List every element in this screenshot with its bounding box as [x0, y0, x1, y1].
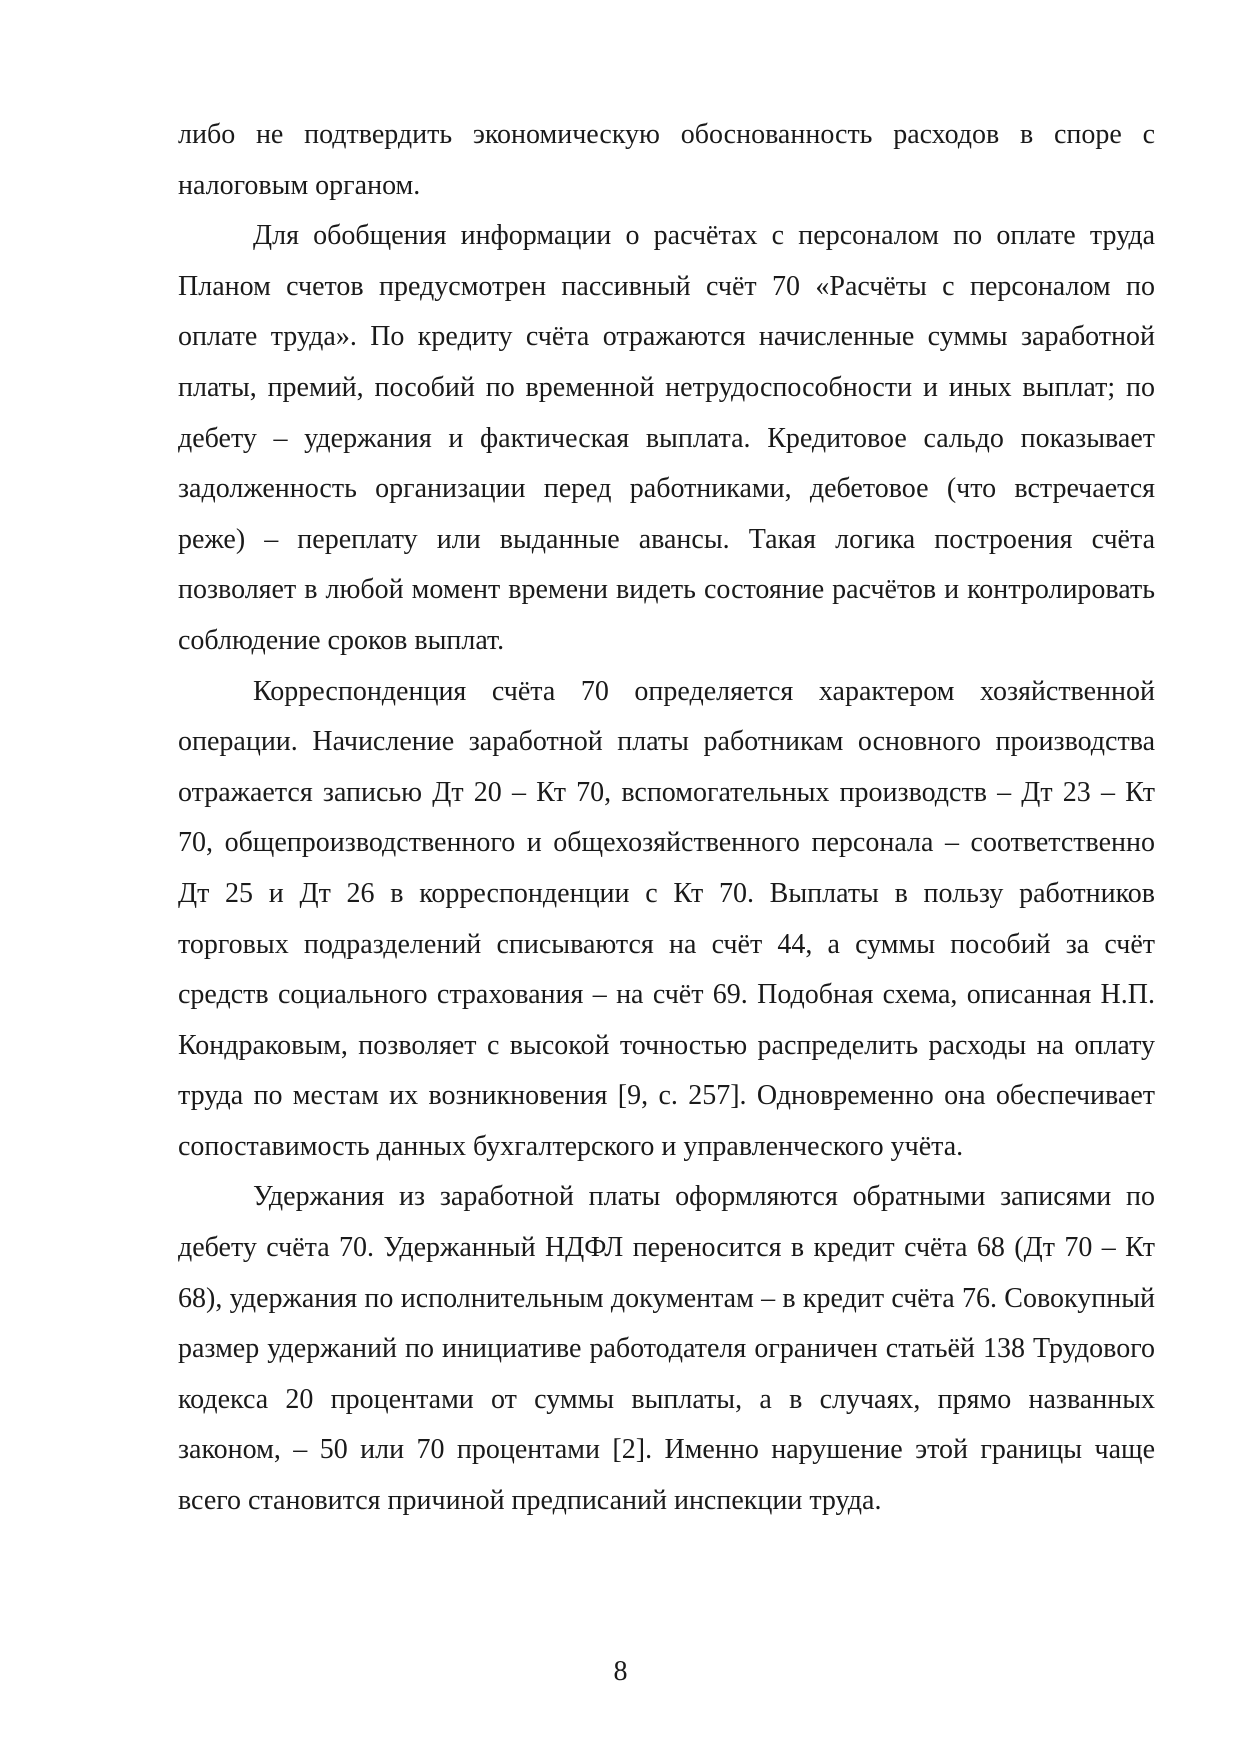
paragraph-account-70: Для обобщения информации о расчётах с персоналом по оплате труда Планом счетов предусмотрен пассивный счёт 70 «Расчёты с персоналом по оплате труда». По кредиту счёта отражаются начисленные суммы заработной платы, премий, пособий по временной нетрудоспособности и иных выплат; по дебету – удержания и фактическая выплата. Кредитовое сальдо показывает задолженность организации перед работниками, дебетовое (что встречается реже) – переплату или выданные авансы. Такая логика построения счёта позволяет в любой момент времени видеть состояние расчётов и контролировать соблюдение сроков выплат. [178, 220, 1155, 656]
paragraph-continuation: либо не подтвердить экономическую обоснованность расходов в споре с налоговым органом. [178, 119, 1155, 201]
paragraph-deductions: Удержания из заработной платы оформляются обратными записями по дебету счёта 70. Удержанный НДФЛ переносится в кредит счёта 68 (Дт 70 – Кт 68), удержания по исполнительным документам – в кредит счёта 76. Совокупный размер удержаний по инициативе работодателя ограничен статьёй 138 Трудового кодекса 20 процентами от суммы выплаты, а в случаях, прямо названных законом, – 50 или 70 процентами [2]. Именно нарушение этой границы чаще всего становится причиной предписаний инспекции труда. [178, 1181, 1155, 1517]
paragraph-correspondence: Корреспонденция счёта 70 определяется характером хозяйственной операции. Начисление заработной платы работникам основного производства отражается записью Дт 20 – Кт 70, вспомогательных производств – Дт 23 – Кт 70, общепроизводственного и общехозяйственного персонала – соответственно Дт 25 и Дт 26 в корреспонденции с Кт 70. Выплаты в пользу работников торговых подразделений списываются на счёт 44, а суммы пособий за счёт средств социального страхования – на счёт 69. Подобная схема, описанная Н.П. Кондраковым, позволяет с высокой точностью распределить расходы на оплату труда по местам их возникновения [9, с. 257]. Одновременно она обеспечивает сопоставимость данных бухгалтерского и управленческого учёта. [178, 675, 1155, 1162]
page-number: 8 [613, 1656, 628, 1687]
body-text [178, 110, 1155, 1527]
